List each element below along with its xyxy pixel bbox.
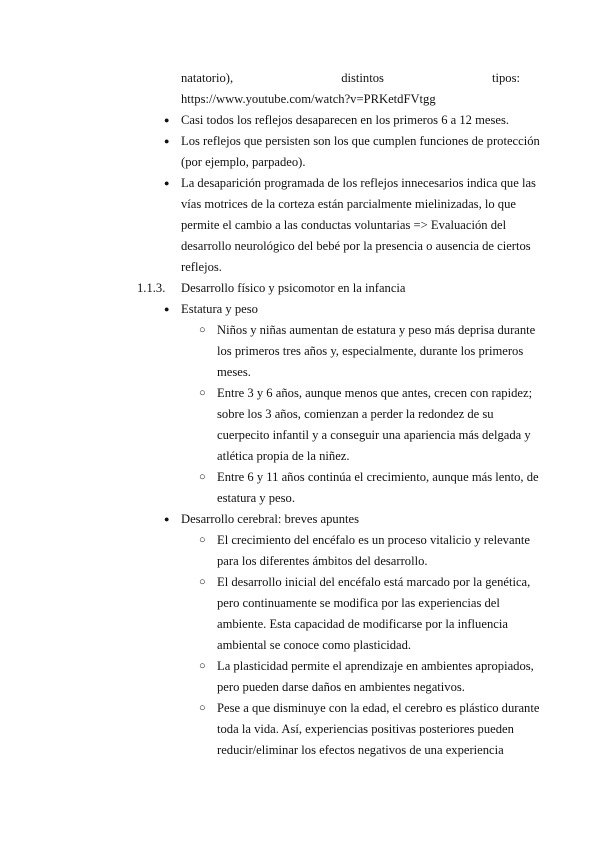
sub-item-text: Niños y niñas aumentan de estatura y peso más deprisa durante <box>217 323 536 337</box>
sub-item-text: pero continuamente se modifica por las experiencias del <box>217 596 500 610</box>
sub-item-text: reducir/eliminar los efectos negativos de una experiencia <box>217 743 504 757</box>
bullet-text: vías motrices de la corteza están parcialmente mielinizadas, lo que <box>181 197 516 211</box>
bullet-icon: ● <box>164 304 170 314</box>
sub-item-text: ambiental se conoce como plasticidad. <box>217 638 412 652</box>
continuation-line <box>181 69 520 87</box>
bullet-text: permite el cambio a las conductas voluntarias => Evaluación del <box>181 218 507 232</box>
sub-item-text: meses. <box>217 365 251 379</box>
sub-bullet-icon: ○ <box>199 471 206 483</box>
bullet-text: desarrollo neurológico del bebé por la presencia o ausencia de ciertos <box>181 239 531 253</box>
sub-bullet-icon: ○ <box>199 576 206 588</box>
sub-item-text: El crecimiento del encéfalo es un proceso vitalicio y relevante <box>217 533 530 547</box>
sub-item-text: Pese a que disminuye con la edad, el cerebro es plástico durante <box>217 701 540 715</box>
section-title: Desarrollo físico y psicomotor en la infancia <box>181 281 406 295</box>
sub-bullet-icon: ○ <box>199 387 206 399</box>
sub-item-text: pero pueden darse daños en ambientes negativos. <box>217 680 465 694</box>
bullet-icon: ● <box>164 178 170 188</box>
sub-item-text: toda la vida. Así, experiencias positivas posteriores pueden <box>217 722 514 736</box>
bullet-text: Los reflejos que persisten son los que cumplen funciones de protección <box>181 134 540 148</box>
continuation-word: natatorio), <box>181 71 234 85</box>
sub-item-text: cuerpecito infantil y a conseguir una apariencia más delgada y <box>217 428 531 442</box>
continuation-word: tipos: <box>492 71 520 85</box>
sub-item-text: La plasticidad permite el aprendizaje en ambientes apropiados, <box>217 659 534 673</box>
sub-bullet-icon: ○ <box>199 324 206 336</box>
sub-item-text: Entre 3 y 6 años, aunque menos que antes, crecen con rapidez; <box>217 386 533 400</box>
bullet-text: reflejos. <box>181 260 222 274</box>
topic-label: Desarrollo cerebral: breves apuntes <box>181 512 359 526</box>
sub-item-text: atlética propia de la niñez. <box>217 449 350 463</box>
sub-item-text: los primeros tres años y, especialmente, durante los primeros <box>217 344 524 358</box>
bullet-text: La desaparición programada de los reflejos innecesarios indica que las <box>181 176 536 190</box>
sub-item-text: para los diferentes ámbitos del desarrollo. <box>217 554 428 568</box>
bullet-text: Casi todos los reflejos desaparecen en los primeros 6 a 12 meses. <box>181 113 510 127</box>
bullet-icon: ● <box>164 115 170 125</box>
continuation-word: distintos <box>341 71 384 85</box>
sub-bullet-icon: ○ <box>199 660 206 672</box>
sub-item-text: estatura y peso. <box>217 491 295 505</box>
bullet-icon: ● <box>164 514 170 524</box>
sub-item-text: Entre 6 y 11 años continúa el crecimiento, aunque más lento, de <box>217 470 539 484</box>
sub-bullet-icon: ○ <box>199 534 206 546</box>
bullet-text: (por ejemplo, parpadeo). <box>181 155 306 169</box>
bullet-icon: ● <box>164 136 170 146</box>
sub-item-text: ambiente. Esta capacidad de modificarse por la influencia <box>217 617 508 631</box>
section-number: 1.1.3. <box>137 281 166 295</box>
sub-item-text: El desarrollo inicial del encéfalo está marcado por la genética, <box>217 575 531 589</box>
topic-label: Estatura y peso <box>181 302 258 316</box>
sub-item-text: sobre los 3 años, comienzan a perder la redondez de su <box>217 407 494 421</box>
sub-bullet-icon: ○ <box>199 702 206 714</box>
youtube-link-text: https://www.youtube.com/watch?v=PRKetdFVtgg <box>181 92 436 106</box>
